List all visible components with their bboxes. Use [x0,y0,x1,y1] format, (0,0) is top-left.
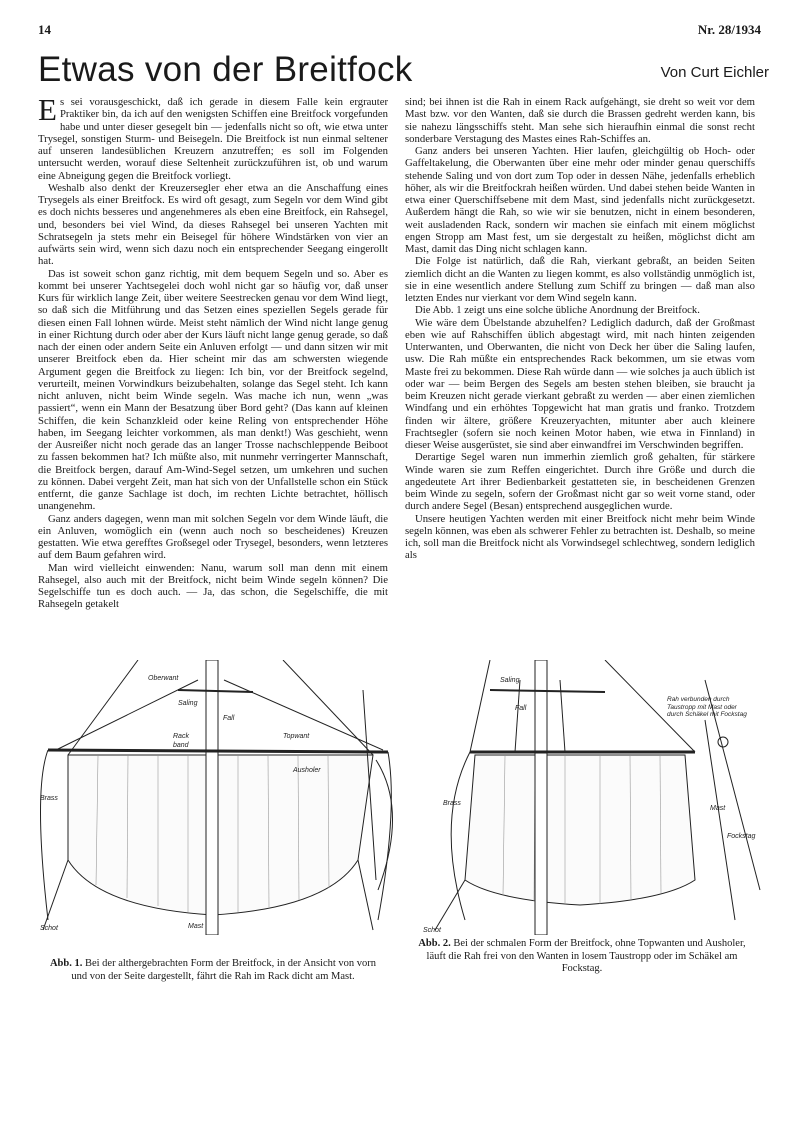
paragraph: Ganz anders dagegen, wenn man mit solchen Segeln vor dem Winde läuft, die ein Anluven, womöglich ein (wenn auch noch so bescheidenes) Kreuzen gestatten. Wie etwa gerefftes Großsegel oder Trysegel, besonders, wenn letzteres auf dem Baum gefahren wird. [38,512,388,562]
article-title: Etwas von der Breitfock [38,50,413,89]
paragraph: Die Folge ist natürlich, daß die Rah, vierkant gebraßt, an beiden Seiten ziemlich dicht an die Wanten zu liegen kommt, es also vollständig unmöglich ist, sie in eine wesentlich andere Stellung zum Schiff zu bringen — daß man also letzten Endes nur vierkant vor dem Wind segeln kann. [405,255,755,304]
paragraph: Weshalb also denkt der Kreuzersegler eher etwa an die Anschaffung eines Trysegels als einer Breitfock. Es wird oft gesagt, zum Segeln vor dem Wind gibt es doch nichts besseres und angenehmeres als eben eine Breitfock, ein Rahsegel, und, besonders bei viel Wind, da dieses Rahsegel bei unseren Yachten mit Schratsegeln ja stets mehr ein Beisegel für höhere Windstärken von vier an aufwärts sein wird, wenn sich dazu noch ein entsprechender Seegang eingerollt hat. [38,181,388,268]
label-topwant: Topwant [283,733,310,740]
label-rack: Rack [173,733,189,740]
dropcap: E [38,92,57,127]
caption-lead: Abb. 1. [49,958,83,969]
paragraph: Wie wäre dem Übelstande abzuhelfen? Lediglich dadurch, daß der Großmast eben wie auf Rahschiffen üblich abgestagt wird, mit nach hinten zeigenden Unterwanten, und Oberwanten, die nicht von Deck her über die Saling laufen, usw. Die Rah müßte ein entsprechendes Rack bekommen, um sie etwas vom Maste frei zu bekommen. Diese Rah würde dann — wie solches ja auch üblich ist oder war — beim Bergen des Segels am besten stehen bleiben, sie braucht ja beim Kreuzen nicht gerade vierkant gebraßt zu werden — aber einen ziemlichen Windfang und ein erhöhtes Topgewicht hat man gratis und franko. Trotzdem finden wir ältere, größere Kreuzeryachten, mitunter aber auch kleinere Frachtsegler (sofern sie noch keinen Motor haben, wie etwa in Finnland) in dieser Weise ausgerüstet, sie sind aber einwandfrei im Verschwinden begriffen. [405,316,755,451]
figure-1-sail-diagram [28,660,398,935]
paragraph: Man wird vielleicht einwenden: Nanu, warum soll man denn mit einem Rahsegel, also auch mit der Breitfock, nicht beim Winde segeln können? Die Segelschiffe tun es doch auch. — Ja, das schon, die Segelschiffe, die mit Rahsegeln getakelt [38,561,388,611]
label-fall: Fall [223,715,235,722]
label-band: band [173,742,189,749]
figure-2-sail-diagram [405,660,775,935]
label-mast: Mast [188,923,204,930]
paragraph: Ganz anders bei unseren Yachten. Hier laufen, gleichgültig ob Hoch- oder Gaffeltakelung, die Oberwanten über eine mehr oder minder genau querschiffs stehende Saling und von dort zum Top oder in dessen Nähe, jedenfalls erheblich höher, als wir die Breitfockrah heißen würden. Und dabei stehen beide Wanten in etwa einer Querschiffsebene mit dem Mast, sind jedenfalls nicht zurückgesetzt. Außerdem hängt die Rah, so wie wir sie benutzen, nicht in einem besonderen, weit ausladenden Rack, sondern wir machen sie einfach mit einem möglichst engen Stropp am Mast fest, um sie dergestalt zu heißen, möglichst dicht am Mast, damit das Ding nicht schlagen kann. [405,145,755,255]
paragraph: Die Abb. 1 zeigt uns eine solche übliche Anordnung der Breitfock. [415,304,700,317]
paragraph: Unsere heutigen Yachten werden mit einer Breitfock nicht mehr beim Winde segeln können, was eben als schwerer Fehler zu betrachten ist. Deshalb, so meine ich, soll man die Breitfock nicht als Vorwindsegel schlechtweg, sondern lediglich als [405,512,755,562]
label-oberwant: Oberwant [148,675,179,682]
label-mast: Mast [710,805,726,812]
label-fall: Fall [515,705,527,712]
caption-text: Bei der schmalen Form der Breitfock, ohne Topwanten und Ausholer, läuft die Rah frei von den Wanten in losem Taustropp oder im Schäkel am Fockstag. [426,938,746,974]
paragraph: Das ist soweit schon ganz richtig, mit dem bequem Segeln und so. Aber es kommt bei unserer Yachtsegelei doch wohl nicht gar so häufig vor, daß unser Kurs für wirklich lange Zeit, über weitere Seestrecken genau vor dem Wind liegt, so daß sich die Mitführung und das Setzen eines speziellen Segels gerade für diesen einen Fall lohnen würde. Meist steht nämlich der Wind nicht lange genug in einer Richtung durch oder aber der Kurs läuft nicht lange genug gerade, so daß nach der einen oder andern Seite ein Anluven erfolgt — und dann sitzen wir mit unserer Breitfock eben da. Hier scheint mir das am schwersten wiegende Argument gegen die Breitfock zu liegen: Ich bin, vor der Breitfock segelnd, verurteilt, meinen Vorwindkurs beizubehalten, solange das Segel steht. Ich kann nicht anluven, nicht beim Winde segeln. Was mache ich nun, wenn „was passiert“, wenn ein Mann der Besatzung über Bord geht? (Das kann auf kleinen Schiffen, die kein Schanzkleid oder keine Reling von entsprechender Höhe haben, im Seegang leichter vorkommen, als man denkt!) Was geschieht, wenn der Ausreißer nicht noch gerade das an langer Trosse nachschleppende Beiboot zu fassen bekommen hat? Ich müßte also, mit nunmehr verringerter Mannschaft, die Breitfock bergen, darauf Am-Wind-Segel setzen, um umkehren und suchen zu können. Dabei vergeht Zeit, man hat sich von der Unfallstelle schon ein Stück entfernt, die ganze Sachlage ist doch, im rechten Lichte betrachtet, höllisch unangenehm. [38,267,388,513]
label-fockstag: Fockstag [727,833,756,840]
label-schot: Schot [423,927,441,934]
left-column [38,92,388,611]
label-schot: Schot [40,925,58,932]
article-author: Von Curt Eichler [660,64,769,81]
paragraph: Es sei vorausgeschickt, daß ich gerade in diesem Falle kein ergrauter Praktiker bin, da ich auf den wenigsten Schiffen eine Breitfock vorgefunden habe und unter dieser gesegelt bin — jedenfalls nicht so oft, wie etwa unter Trysegel, sonstigen Sturm- und Beisegeln. Die Breitfock ist nun einmal seltener auf unseren landesüblichen Kreuzern anzutreffen; es soll im Folgenden untersucht werden, worauf diese Seltenheit zurückzuführen ist, ob und warum eine Abneigung gegen die Breitfock vorliegt. [38,92,388,182]
label-rah-note: Rah verbunden durch Taustropp mit Mast oder durch Schäkel mit Fockstag [667,696,747,718]
label-brass: Brass [40,795,58,802]
figure-2-caption [412,938,752,976]
issue-number: Nr. 28/1934 [697,22,761,37]
caption-text: Bei der althergebrachten Form der Breitfock, in der Ansicht von vorn und von der Seite dargestellt, fährt die Rah im Rack dicht am Mast. [71,958,377,982]
paragraph: sind; bei ihnen ist die Rah in einem Rack aufgehängt, sie dreht so weit vor dem Mast bzw. vor den Wanten, daß sie durch die Brassen gedreht werden kann, bis sie nahezu längsschiffs steht. Man sehe sich hieraufhin einmal die sonst recht sonderbare Verstagung des Mastes eines Rah-Schiffes an. [405,96,755,145]
label-saling: Saling [500,677,520,684]
paragraph: Derartige Segel waren nun immerhin ziemlich groß gehalten, für stärkere Winde waren sie zum Reffen eingerichtet. Durch ihre Größe und durch die angedeutete Art ihrer Bedienbarkeit gestatteten sie, in bescheidenen Grenzen beim Winde zu segeln, sofern der Großmast nicht gar so weit vorne stand, oder durch andere Segel (Besan) entsprechend ausgeglichen wurde. [405,451,755,513]
label-saling: Saling [178,700,198,707]
caption-lead: Abb. 2. [418,938,451,949]
right-column [405,96,755,562]
figure-2-drawing [405,660,775,935]
label-ausholer: Ausholer [293,767,321,774]
figure-1-caption [43,958,383,983]
label-brass: Brass [443,800,461,807]
figure-1-drawing [28,660,398,935]
page-number: 14 [38,22,51,37]
